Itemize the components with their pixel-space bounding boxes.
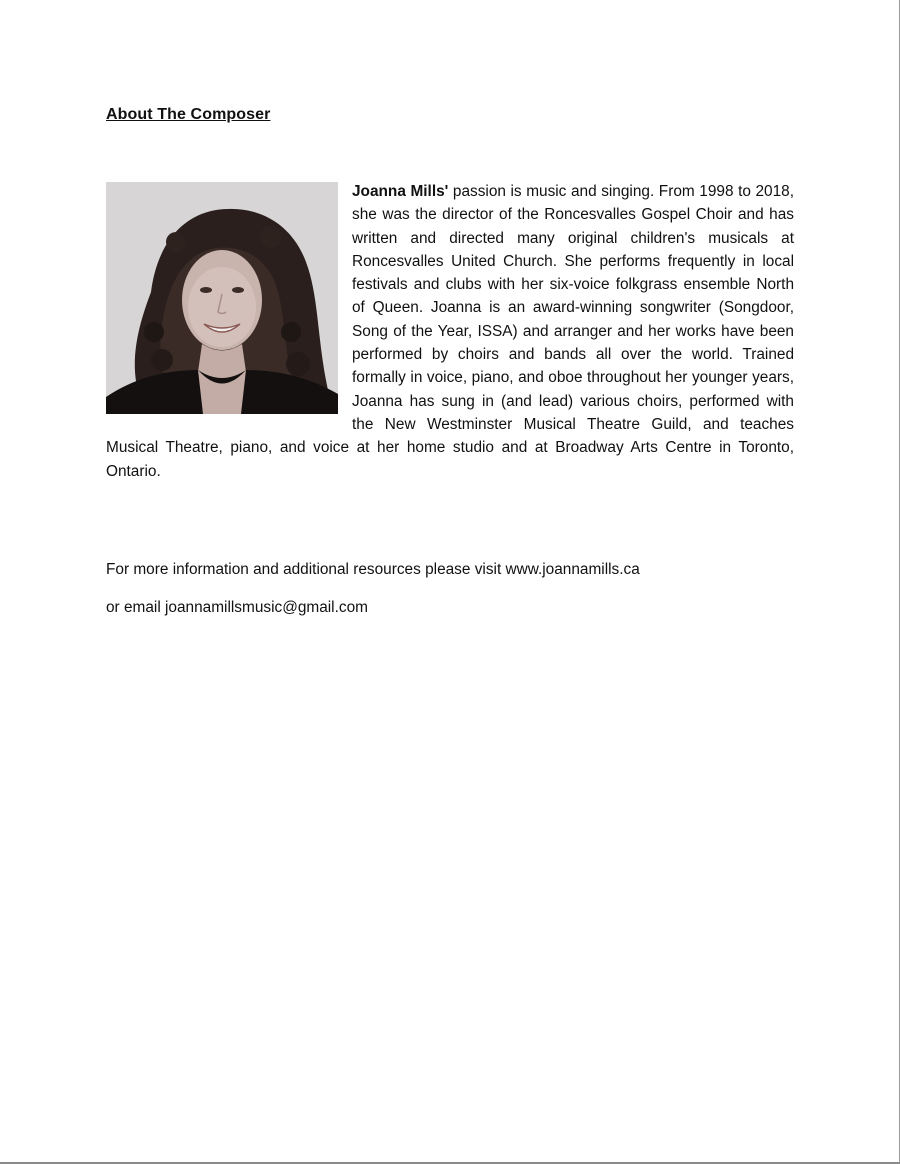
bio-text: passion is music and singing. From 1998 to 2018, she was the director of the Roncesvalles Gospel Choir and has written and directed many original children's musicals at Roncesvalles United Church. She performs frequently in local festivals and clubs with her six-voice folkgrass ensemble North of Queen. Joanna is an award-winning songwriter (Songdoor, Song of the Year, ISSA) and arranger and her works have been performed by choirs and bands all over the world. Trained formally in voice, piano, and oboe throughout her younger years, Joanna has sung in (and lead) various choirs, performed with the New Westminster Musical Theatre Guild, and teaches Musical Theatre, piano, and voice at her home studio and at Broadway Arts Centre in Toronto, Ontario. xyxy=(106,183,795,480)
section-heading: About The Composer xyxy=(106,106,271,123)
more-info-text: For more information and additional resources please visit www.joannamills.ca xyxy=(106,561,640,578)
composer-photo xyxy=(106,182,338,414)
composer-bio xyxy=(106,180,794,483)
composer-name: Joanna Mills' xyxy=(352,183,449,200)
email-text: or email joannamillsmusic@gmail.com xyxy=(106,599,368,616)
